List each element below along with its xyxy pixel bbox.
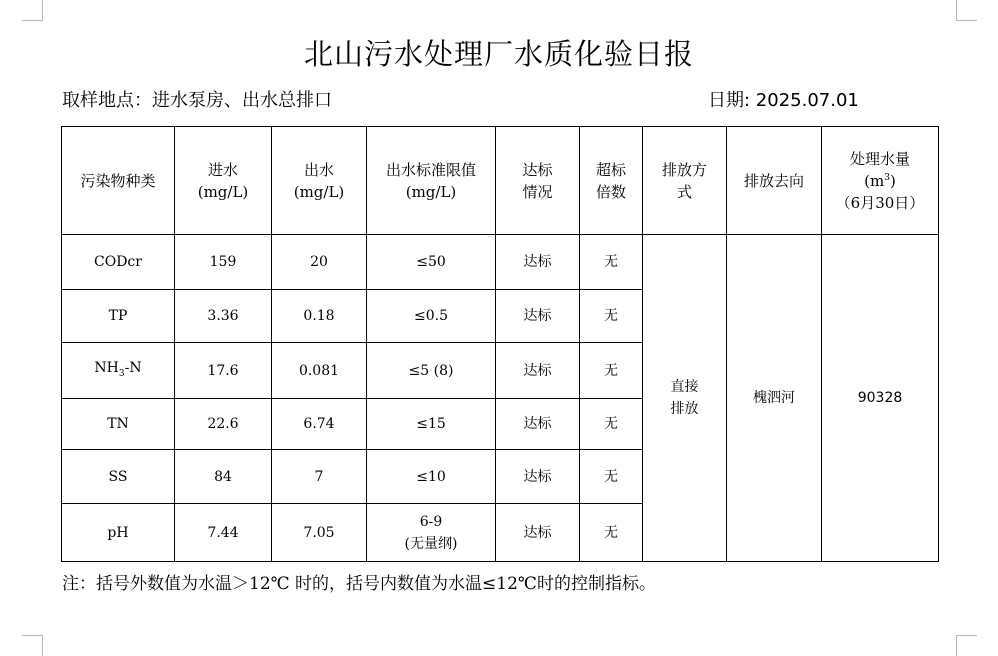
sampling-location: 取样地点：进水泵房、出水总排口 bbox=[62, 90, 332, 111]
pollutant-nh3-tail: -N bbox=[124, 359, 142, 376]
header-exceed bbox=[580, 127, 643, 235]
cell-outflow: 6.74 bbox=[272, 399, 367, 450]
corner-mark-bottom-left bbox=[22, 635, 43, 656]
cell-outflow: 20 bbox=[272, 235, 367, 290]
header-compliance-line2: 情况 bbox=[522, 182, 553, 201]
report-title: 北山污水处理厂水质化验日报 bbox=[303, 37, 694, 71]
header-exceed-line2: 倍数 bbox=[595, 182, 626, 201]
cell-limit: ≤15 bbox=[367, 399, 496, 450]
cell-limit: ≤10 bbox=[367, 450, 496, 504]
header-volume bbox=[822, 127, 939, 235]
cell-compliance: 达标 bbox=[496, 450, 580, 504]
limit-ph-range: 6-9 bbox=[419, 513, 443, 530]
cell-exceed: 无 bbox=[580, 235, 643, 290]
header-inflow-label: 进水 bbox=[207, 160, 238, 179]
cell-pollutant: TP bbox=[62, 290, 175, 343]
cell-inflow: 7.44 bbox=[175, 504, 272, 562]
header-outflow-unit: (mg/L) bbox=[293, 182, 345, 201]
header-discharge-method bbox=[643, 127, 727, 235]
cell-volume: 90328 bbox=[822, 235, 939, 562]
header-compliance-line1: 达标 bbox=[522, 160, 553, 179]
header-row bbox=[62, 127, 939, 235]
cell-outflow: 7 bbox=[272, 450, 367, 504]
header-outflow bbox=[272, 127, 367, 235]
header-outflow-label: 出水 bbox=[303, 160, 334, 179]
limit-ph-unit: (无量纲) bbox=[404, 535, 458, 552]
header-exceed-line1: 超标 bbox=[595, 160, 626, 179]
discharge-method-line2: 排放 bbox=[670, 401, 699, 417]
cell-inflow: 17.6 bbox=[175, 343, 272, 399]
corner-mark-top-left bbox=[22, 0, 43, 21]
header-inflow bbox=[175, 127, 272, 235]
table-row bbox=[62, 235, 939, 290]
cell-destination: 槐泗河 bbox=[727, 235, 822, 562]
header-volume-unit-close: ) bbox=[889, 171, 896, 190]
cell-compliance: 达标 bbox=[496, 290, 580, 343]
cell-discharge-method bbox=[643, 235, 727, 562]
cell-limit: ≤5 (8) bbox=[367, 343, 496, 399]
header-volume-date: （6月30日） bbox=[835, 193, 925, 212]
header-pollutant-label: 污染物种类 bbox=[80, 171, 156, 190]
cell-compliance: 达标 bbox=[496, 504, 580, 562]
cell-compliance: 达标 bbox=[496, 399, 580, 450]
pollutant-nh3-subscript: 3 bbox=[118, 368, 125, 379]
header-pollutant bbox=[62, 127, 175, 235]
cell-exceed: 无 bbox=[580, 343, 643, 399]
header-discharge-method-line2: 式 bbox=[676, 182, 692, 201]
cell-inflow: 22.6 bbox=[175, 399, 272, 450]
cell-compliance: 达标 bbox=[496, 343, 580, 399]
cell-inflow: 3.36 bbox=[175, 290, 272, 343]
cell-pollutant: CODcr bbox=[62, 235, 175, 290]
corner-mark-top-right bbox=[956, 0, 977, 21]
header-discharge-method-line1: 排放方 bbox=[661, 160, 707, 179]
cell-outflow: 7.05 bbox=[272, 504, 367, 562]
cell-exceed: 无 bbox=[580, 290, 643, 343]
cell-pollutant bbox=[62, 343, 175, 399]
cell-pollutant: TN bbox=[62, 399, 175, 450]
header-limit-unit: (mg/L) bbox=[405, 182, 457, 201]
report-date: 日期: 2025.07.01 bbox=[708, 90, 859, 111]
cell-outflow: 0.18 bbox=[272, 290, 367, 343]
footnote: 注：括号外数值为水温＞12℃ 时的，括号内数值为水温≤12℃时的控制指标。 bbox=[62, 574, 656, 594]
cell-inflow: 159 bbox=[175, 235, 272, 290]
cell-compliance: 达标 bbox=[496, 235, 580, 290]
header-volume-unit-sup: 3 bbox=[884, 172, 890, 183]
cell-inflow: 84 bbox=[175, 450, 272, 504]
cell-exceed: 无 bbox=[580, 450, 643, 504]
cell-exceed: 无 bbox=[580, 399, 643, 450]
cell-pollutant: pH bbox=[62, 504, 175, 562]
header-destination-label: 排放去向 bbox=[743, 171, 804, 190]
cell-exceed: 无 bbox=[580, 504, 643, 562]
header-compliance bbox=[496, 127, 580, 235]
pollutant-nh3-main: NH bbox=[94, 359, 119, 376]
header-volume-unit bbox=[822, 170, 938, 192]
header-destination bbox=[727, 127, 822, 235]
cell-outflow: 0.081 bbox=[272, 343, 367, 399]
header-volume-label: 处理水量 bbox=[849, 149, 910, 168]
water-quality-table bbox=[61, 126, 939, 562]
header-volume-unit-open: (m bbox=[864, 171, 885, 190]
header-inflow-unit: (mg/L) bbox=[197, 182, 249, 201]
cell-limit: ≤0.5 bbox=[367, 290, 496, 343]
discharge-method-line1: 直接 bbox=[670, 379, 699, 395]
cell-limit: ≤50 bbox=[367, 235, 496, 290]
header-limit-label: 出水标准限值 bbox=[385, 160, 476, 179]
cell-pollutant: SS bbox=[62, 450, 175, 504]
cell-limit bbox=[367, 504, 496, 562]
corner-mark-bottom-right bbox=[956, 635, 977, 656]
header-limit bbox=[367, 127, 496, 235]
